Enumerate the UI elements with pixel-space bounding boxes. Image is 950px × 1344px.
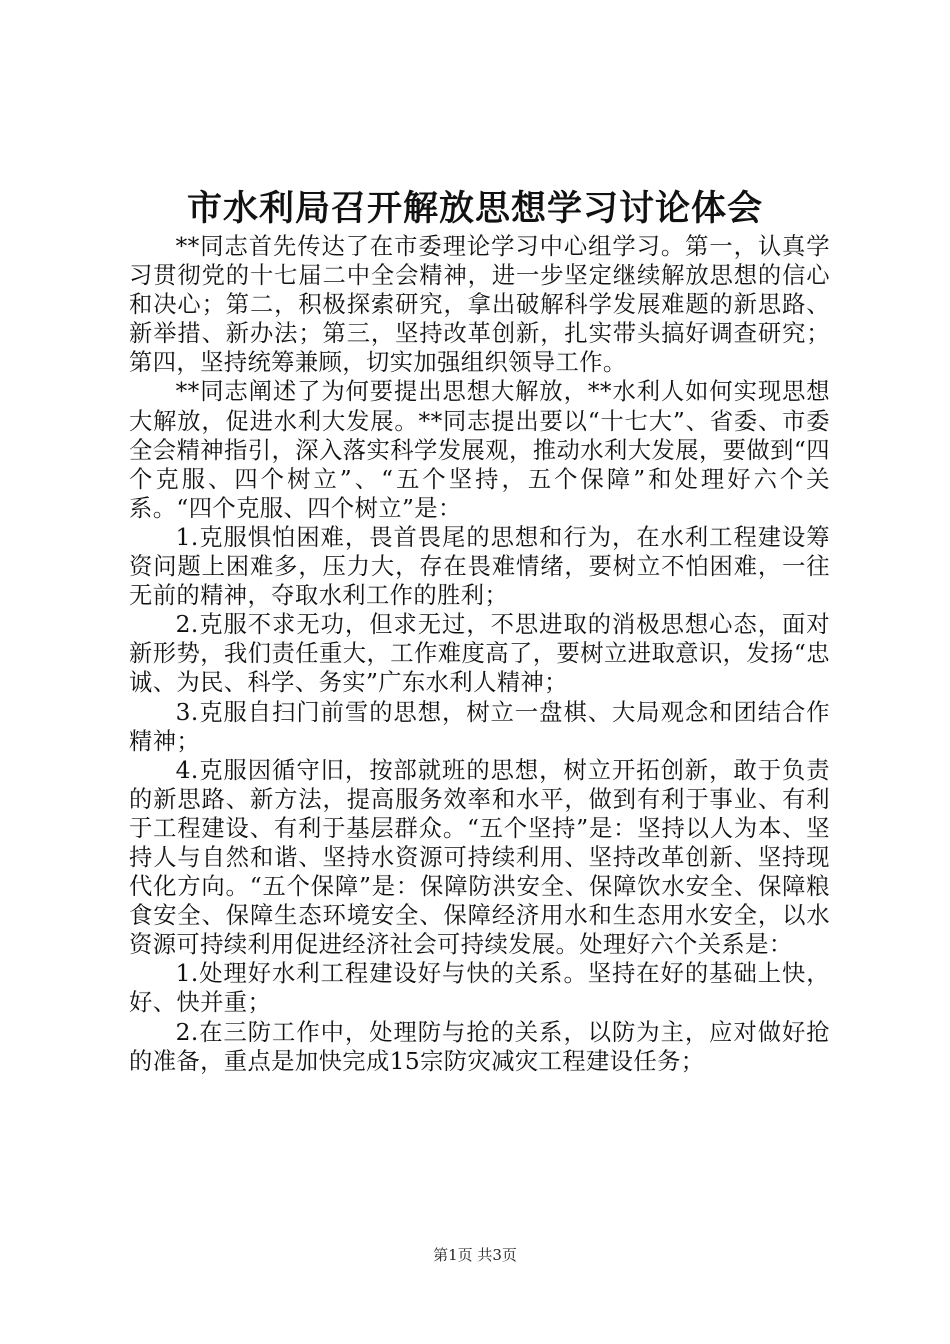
paragraph: 3.克服自扫门前雪的思想，树立一盘棋、大局观念和团结合作精神； xyxy=(129,698,830,755)
paragraph: 4.克服因循守旧，按部就班的思想，树立开拓创新，敢于负责的新思路、新方法，提高服务效率和水平，做到有利于事业、有利于工程建设、有利于基层群众。“五个坚持”是：坚持以人为本、坚持人与自然和谐、坚持水资源可持续利用、坚持改革创新、坚持现代化方向。“五个保障”是：保障防洪安全、保障饮水安全、保障粮食安全、保障生态环境安全、保障经济用水和生态用水安全，以水资源可持续利用促进经济社会可持续发展。处理好六个关系是： xyxy=(129,756,830,959)
paragraph: 2.在三防工作中，处理防与抢的关系，以防为主，应对做好抢的准备，重点是加快完成15宗防灾减灾工程建设任务； xyxy=(129,1018,830,1075)
document-title: 市水利局召开解放思想学习讨论体会 xyxy=(186,188,763,229)
paragraph: 1.处理好水利工程建设好与快的关系。坚持在好的基础上快，好、快并重； xyxy=(129,960,830,1017)
document-body xyxy=(129,232,830,1076)
page-number: 第1页 共3页 xyxy=(433,1246,517,1264)
paragraph: 1.克服惧怕困难，畏首畏尾的思想和行为，在水利工程建设筹资问题上困难多，压力大，存在畏难情绪，要树立不怕困难，一往无前的精神，夺取水利工作的胜利； xyxy=(129,523,830,610)
paragraph: **同志首先传达了在市委理论学习中心组学习。第一，认真学习贯彻党的十七届二中全会精神，进一步坚定继续解放思想的信心和决心；第二，积极探索研究，拿出破解科学发展难题的新思路、新举措、新办法；第三，坚持改革创新，扎实带头搞好调查研究；第四，坚持统筹兼顾，切实加强组织领导工作。 xyxy=(129,233,830,377)
paragraph: **同志阐述了为何要提出思想大解放，**水利人如何实现思想大解放，促进水利大发展。**同志提出要以“十七大”、省委、市委全会精神指引，深入落实科学发展观，推动水利大发展，要做到“四个克服、四个树立”、“五个坚持，五个保障”和处理好六个关系。“四个克服、四个树立”是： xyxy=(129,378,830,522)
paragraph: 2.克服不求无功，但求无过，不思进取的消极思想心态，面对新形势，我们责任重大，工作难度高了，要树立进取意识，发扬“忠诚、为民、科学、务实”广东水利人精神； xyxy=(129,611,830,697)
